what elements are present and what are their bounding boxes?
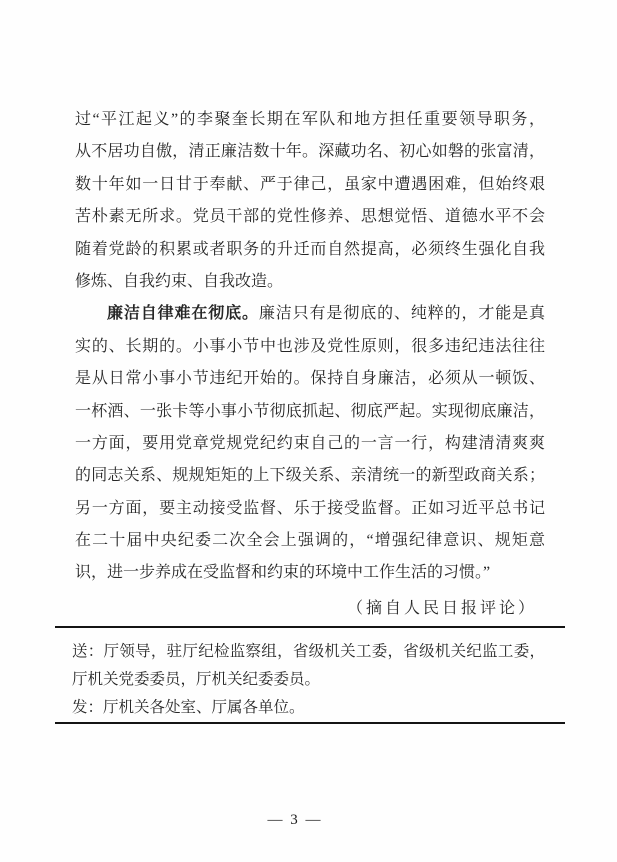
body-text-line: 数十年如一日甘于奉献、严于律己，虽家中遭遇困难，但始终艰 — [75, 175, 545, 193]
body-text-line: 在二十届中央纪委二次全会上强调的，“增强纪律意识、规矩意 — [75, 532, 545, 550]
body-text-line: 一杯酒、一张卡等小事小节彻底抓起、彻底严起。实现彻底廉洁， — [75, 402, 545, 420]
distribute-to-line: 发：厅机关各处室、厅属各单位。 — [72, 699, 305, 716]
footer-separator-line-bottom — [55, 722, 565, 724]
body-text-line: 实的、长期的。小事小节中也涉及党性原则，很多违纪违法往往 — [75, 337, 545, 355]
body-text-line: 一方面，要用党章党规党纪约束自己的一言一行，构建清清爽爽 — [75, 434, 545, 452]
body-text-line: 从不居功自傲，清正廉洁数十年。深藏功名、初心如磐的张富清， — [75, 143, 545, 161]
body-text-line: 随着党龄的积累或者职务的升迁而自然提高，必须终生强化自我 — [75, 240, 545, 258]
send-to-line-2: 厅机关党委委员，厅机关纪委委员。 — [72, 671, 321, 688]
body-text-line: 苦朴素无所求。党员干部的党性修养、思想觉悟、道德水平不会 — [75, 208, 545, 226]
body-text-line: 过“平江起义”的李聚奎长期在军队和地方担任重要领导职务， — [75, 111, 545, 128]
document-body — [75, 104, 545, 590]
source-attribution: （摘自人民日报评论） — [346, 600, 537, 617]
body-text-line: 识，进一步养成在受监督和约束的环境中工作生活的习惯。” — [75, 564, 491, 582]
distribution-footer — [72, 638, 545, 722]
bold-lead-phrase: 廉洁自律难在彻底。 — [107, 305, 259, 323]
body-text-line: 是从日常小事小节违纪开始的。保持自身廉洁，必须从一顿饭、 — [75, 370, 545, 388]
send-to-line-1: 送：厅领导，驻厅纪检监察组，省级机关工委，省级机关纪监工委， — [72, 643, 545, 660]
body-text-line: 的同志关系、规规矩矩的上下级关系、亲清统一的新型政商关系； — [75, 467, 545, 485]
body-text-line — [75, 298, 545, 330]
page-number: — 3 — — [267, 812, 323, 828]
footer-separator-line-top — [55, 626, 565, 628]
body-text-line: 另一方面，要主动接受监督、乐于接受监督。正如习近平总书记 — [75, 499, 545, 517]
body-text-line: 修炼、自我约束、自我改造。 — [75, 272, 284, 290]
body-text-span: 廉洁只有是彻底的、纯粹的，才能是真 — [258, 305, 545, 323]
